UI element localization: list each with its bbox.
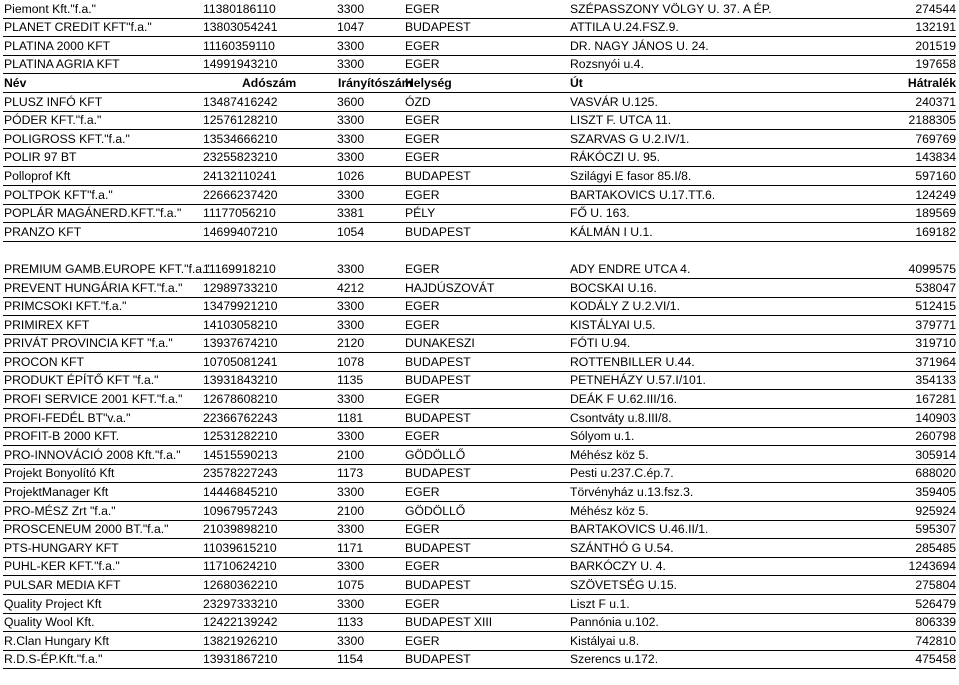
arrears-amount: 132191 xyxy=(915,20,956,35)
tax-number: 12680362210 xyxy=(203,578,278,592)
header-name: Név xyxy=(4,75,27,90)
arrears-amount: 124249 xyxy=(915,187,956,202)
arrears-amount: 169182 xyxy=(915,224,956,239)
company-name: PRIMIREX KFT xyxy=(4,317,90,332)
company-name: PLATINA AGRIA KFT xyxy=(4,57,120,72)
street-address: ATTILA U.24.FSZ.9. xyxy=(570,20,679,35)
city: EGER xyxy=(405,429,440,444)
company-name: PROFIT-B 2000 KFT. xyxy=(4,429,120,444)
arrears-amount: 512415 xyxy=(915,299,956,314)
postal-code: 3300 xyxy=(337,633,365,648)
company-name: Quality Wool Kft. xyxy=(4,615,95,630)
city: EGER xyxy=(405,596,440,611)
city: BUDAPEST xyxy=(405,652,471,667)
table-row xyxy=(3,595,956,614)
tax-number: 11177056210 xyxy=(203,206,276,221)
arrears-amount: 742810 xyxy=(915,633,956,648)
city: PÉLY xyxy=(405,206,436,221)
city: EGER xyxy=(405,522,440,537)
street-address: Törvényház u.13.fsz.3. xyxy=(570,485,694,500)
postal-code: 3300 xyxy=(337,485,365,500)
arrears-amount: 189569 xyxy=(915,206,956,221)
city: EGER xyxy=(405,113,440,128)
city: EGER xyxy=(405,131,440,146)
street-address: KÁLMÁN I U.1. xyxy=(570,224,653,239)
company-name: PULSAR MEDIA KFT xyxy=(4,578,121,592)
header-street: Út xyxy=(570,75,583,90)
arrears-amount: 260798 xyxy=(915,429,956,444)
company-name: PRODUKT ÉPÍTŐ KFT "f.a." xyxy=(4,373,159,388)
tax-number: 14991943210 xyxy=(203,57,278,72)
postal-code: 3300 xyxy=(337,38,365,53)
postal-code: 3300 xyxy=(337,187,365,202)
company-name: POLIR 97 BT xyxy=(4,150,77,165)
street-address: SZÖVETSÉG U.15. xyxy=(570,578,678,592)
table-row xyxy=(3,242,956,279)
company-name: POPLÁR MAGÁNERD.KFT."f.a." xyxy=(4,206,182,221)
city: EGER xyxy=(405,299,440,314)
street-address: SZARVAS G U.2.IV/1. xyxy=(570,131,690,146)
tax-number: 13931843210 xyxy=(203,373,278,388)
arrears-amount: 359405 xyxy=(915,485,956,500)
postal-code: 3300 xyxy=(337,392,365,407)
header-city: Helység xyxy=(405,75,452,90)
table-row xyxy=(3,0,956,19)
street-address: VASVÁR U.125. xyxy=(570,94,658,109)
tax-number: 23578227243 xyxy=(203,466,278,481)
tax-number: 23255823210 xyxy=(203,150,278,165)
tax-number: 13479921210 xyxy=(203,299,278,314)
table-row xyxy=(3,614,956,633)
tax-number: 10967957243 xyxy=(203,503,278,518)
postal-code: 1181 xyxy=(337,410,364,425)
postal-code: 2100 xyxy=(337,503,365,518)
table-row xyxy=(3,130,956,149)
arrears-amount: 379771 xyxy=(915,317,956,332)
tax-number: 13931867210 xyxy=(203,652,278,667)
street-address: Méhész köz 5. xyxy=(570,503,649,518)
city: EGER xyxy=(405,485,440,500)
table-row xyxy=(3,558,956,577)
arrears-amount: 240371 xyxy=(915,94,956,109)
city: BUDAPEST xyxy=(405,466,471,481)
table-row xyxy=(3,298,956,317)
tax-number: 12422139242 xyxy=(203,615,278,630)
table-row xyxy=(3,521,956,540)
city: BUDAPEST xyxy=(405,224,471,239)
table-row xyxy=(3,632,956,651)
street-address: ROTTENBILLER U.44. xyxy=(570,354,695,369)
street-address: KISTÁLYAI U.5. xyxy=(570,317,656,332)
postal-code: 1026 xyxy=(337,168,365,183)
postal-code: 3300 xyxy=(337,559,365,574)
postal-code: 3300 xyxy=(337,131,365,146)
street-address: BARKÓCZY U. 4. xyxy=(570,559,666,574)
company-name: PREVENT HUNGÁRIA KFT."f.a." xyxy=(4,280,183,295)
company-name: PLUSZ INFÓ KFT xyxy=(4,94,103,109)
city: BUDAPEST XIII xyxy=(405,615,493,630)
tax-number: 14103058210 xyxy=(203,317,278,332)
street-address: KODÁLY Z U.2.VI/1. xyxy=(570,299,680,314)
city: EGER xyxy=(405,57,440,72)
postal-code: 1047 xyxy=(337,20,365,35)
city: BUDAPEST xyxy=(405,354,471,369)
city: GÖDÖLLŐ xyxy=(405,503,466,518)
city: BUDAPEST xyxy=(405,578,471,592)
table-row xyxy=(3,316,956,335)
arrears-amount: 305914 xyxy=(915,447,956,462)
table-section-top xyxy=(3,0,956,74)
company-name: PUHL-KER KFT."f.a." xyxy=(4,559,120,574)
tax-number: 22366762243 xyxy=(203,410,278,425)
street-address: DEÁK F U.62.III/16. xyxy=(570,392,678,407)
arrears-amount: 526479 xyxy=(915,596,956,611)
postal-code: 1154 xyxy=(337,652,364,667)
table-row xyxy=(3,651,956,670)
postal-code: 1171 xyxy=(337,540,364,555)
city: EGER xyxy=(405,1,440,16)
tax-number: 11160359110 xyxy=(203,38,275,53)
street-address: BARTAKOVICS U.17.TT.6. xyxy=(570,187,716,202)
postal-code: 1054 xyxy=(337,224,365,239)
company-name: PRIVÁT PROVINCIA KFT "f.a." xyxy=(4,336,173,351)
postal-code: 3600 xyxy=(337,94,365,109)
city: EGER xyxy=(405,559,440,574)
tax-number: 11039615210 xyxy=(203,540,277,555)
postal-code: 3300 xyxy=(337,596,365,611)
tax-number: 13937674210 xyxy=(203,336,278,351)
city: BUDAPEST xyxy=(405,168,471,183)
arrears-amount: 4099575 xyxy=(908,261,956,276)
postal-code: 3300 xyxy=(337,299,365,314)
arrears-amount: 354133 xyxy=(915,373,956,388)
table-row xyxy=(3,37,956,56)
street-address: PETNEHÁZY U.57.I/101. xyxy=(570,373,706,388)
street-address: Pesti u.237.C.ép.7. xyxy=(570,466,674,481)
arrears-amount: 285485 xyxy=(915,540,956,555)
street-address: ADY ENDRE UTCA 4. xyxy=(570,261,691,276)
arrears-amount: 475458 xyxy=(915,652,956,667)
street-address: BARTAKOVICS U.46.II/1. xyxy=(570,522,709,537)
tax-number: 13821926210 xyxy=(203,633,278,648)
postal-code: 3300 xyxy=(337,113,365,128)
city: GÖDÖLLŐ xyxy=(405,447,466,462)
table-row xyxy=(3,576,956,595)
table-row xyxy=(3,428,956,447)
arrears-amount: 275804 xyxy=(915,578,956,592)
postal-code: 1133 xyxy=(337,615,364,630)
company-name: Polloprof Kft xyxy=(4,168,71,183)
table-row xyxy=(3,335,956,354)
postal-code: 2100 xyxy=(337,447,365,462)
city: EGER xyxy=(405,261,440,276)
arrears-amount: 143834 xyxy=(915,150,956,165)
street-address: SZÉPASSZONY VÖLGY U. 37. A ÉP. xyxy=(570,1,772,16)
postal-code: 1135 xyxy=(337,373,364,388)
arrears-amount: 769769 xyxy=(915,131,956,146)
company-name: Quality Project Kft xyxy=(4,596,102,611)
header-tax-number: Adószám xyxy=(242,75,297,90)
tax-number: 14699407210 xyxy=(203,224,278,239)
company-name: R.Clan Hungary Kft xyxy=(4,633,109,648)
table-row xyxy=(3,353,956,372)
debtor-table xyxy=(3,0,956,669)
arrears-amount: 806339 xyxy=(915,615,956,630)
tax-number: 10705081241 xyxy=(203,354,278,369)
street-address: SZÁNTHÓ G U.54. xyxy=(570,540,674,555)
street-address: FÓTI U.94. xyxy=(570,336,631,351)
city: EGER xyxy=(405,633,440,648)
table-section-middle xyxy=(3,93,956,242)
street-address: Kistályai u.8. xyxy=(570,633,640,648)
table-row xyxy=(3,539,956,558)
street-address: Rozsnyói u.4. xyxy=(570,57,644,72)
arrears-amount: 167281 xyxy=(915,392,956,407)
tax-number: 11710624210 xyxy=(203,559,277,574)
arrears-amount: 2188305 xyxy=(908,113,956,128)
postal-code: 3300 xyxy=(337,522,365,537)
city: BUDAPEST xyxy=(405,410,471,425)
postal-code: 3300 xyxy=(337,429,365,444)
postal-code: 3300 xyxy=(337,150,365,165)
company-name: ProjektManager Kft xyxy=(4,485,109,500)
company-name: PRO-INNOVÁCIÓ 2008 Kft."f.a." xyxy=(4,447,181,462)
company-name: POLIGROSS KFT."f.a." xyxy=(4,131,130,146)
arrears-amount: 197658 xyxy=(915,57,956,72)
city: EGER xyxy=(405,392,440,407)
postal-code: 1078 xyxy=(337,354,365,369)
company-name: PRO-MÉSZ Zrt "f.a." xyxy=(4,503,116,518)
street-address: LISZT F. UTCA 11. xyxy=(570,113,672,128)
company-name: PTS-HUNGARY KFT xyxy=(4,540,119,555)
company-name: PROFI SERVICE 2001 KFT."f.a." xyxy=(4,392,183,407)
table-row xyxy=(3,93,956,112)
postal-code: 4212 xyxy=(337,280,365,295)
company-name: PROCON KFT xyxy=(4,354,84,369)
company-name: PLATINA 2000 KFT xyxy=(4,38,111,53)
company-name: R.D.S-ÉP.Kft."f.a." xyxy=(4,652,103,667)
table-row xyxy=(3,56,956,75)
table-row xyxy=(3,112,956,131)
street-address: Sólyom u.1. xyxy=(570,429,635,444)
tax-number: 23297333210 xyxy=(203,596,278,611)
street-address: Méhész köz 5. xyxy=(570,447,649,462)
arrears-amount: 140903 xyxy=(915,410,956,425)
table-row xyxy=(3,409,956,428)
street-address: Szilágyi E fasor 85.I/8. xyxy=(570,168,692,183)
street-address: Csontváty u.8.III/8. xyxy=(570,410,672,425)
company-name: Piemont Kft."f.a." xyxy=(4,1,96,16)
company-name: PÓDER KFT."f.a." xyxy=(4,113,102,128)
table-row xyxy=(3,446,956,465)
arrears-amount: 925924 xyxy=(915,503,956,518)
postal-code: 3381 xyxy=(337,206,365,221)
arrears-amount: 274544 xyxy=(915,1,956,16)
city: ÓZD xyxy=(405,94,431,109)
arrears-amount: 595307 xyxy=(915,522,956,537)
tax-number: 13487416242 xyxy=(203,94,278,109)
arrears-amount: 538047 xyxy=(915,280,956,295)
header-arrears: Hátralék xyxy=(907,75,956,90)
postal-code: 1173 xyxy=(337,466,364,481)
city: HAJDÚSZOVÁT xyxy=(405,280,495,295)
tax-number: 12989733210 xyxy=(203,280,278,295)
table-row xyxy=(3,279,956,298)
table-row xyxy=(3,19,956,38)
postal-code: 3300 xyxy=(337,317,365,332)
arrears-amount: 319710 xyxy=(915,336,956,351)
tax-number: 11380186110 xyxy=(203,1,276,16)
company-name: PROFI-FEDÉL BT"v.a." xyxy=(4,410,131,425)
table-row xyxy=(3,186,956,205)
city: DUNAKESZI xyxy=(405,336,475,351)
tax-number: 22666237420 xyxy=(203,187,278,202)
company-name: PLANET CREDIT KFT"f.a." xyxy=(4,20,152,35)
city: BUDAPEST xyxy=(405,540,471,555)
tax-number: 24132110241 xyxy=(203,168,277,183)
arrears-amount: 597160 xyxy=(915,168,956,183)
company-name: PREMIUM GAMB.EUROPE KFT."f.a." xyxy=(4,261,210,276)
city: BUDAPEST xyxy=(405,20,471,35)
company-name: PRANZO KFT xyxy=(4,224,82,239)
table-row xyxy=(3,465,956,484)
company-name: Projekt Bonyolító Kft xyxy=(4,466,115,481)
table-row xyxy=(3,205,956,224)
arrears-amount: 371964 xyxy=(915,354,956,369)
city: EGER xyxy=(405,150,440,165)
header-postal-code: Irányítószám xyxy=(338,75,413,90)
postal-code: 1075 xyxy=(337,578,365,592)
table-header-row xyxy=(3,74,956,93)
table-row xyxy=(3,167,956,186)
company-name: PRIMCSOKI KFT."f.a." xyxy=(4,299,127,314)
tax-number: 14446845210 xyxy=(203,485,278,500)
company-name: POLTPOK KFT"f.a." xyxy=(4,187,113,202)
table-row xyxy=(3,372,956,391)
table-row xyxy=(3,149,956,168)
tax-number: 12576128210 xyxy=(203,113,278,128)
postal-code: 3300 xyxy=(337,1,365,16)
street-address: FŐ U. 163. xyxy=(570,206,630,221)
tax-number: 14515590213 xyxy=(203,447,278,462)
tax-number: 12531282210 xyxy=(203,429,278,444)
street-address: Pannónia u.102. xyxy=(570,615,659,630)
city: BUDAPEST xyxy=(405,373,471,388)
tax-number: 13803054241 xyxy=(203,20,278,35)
table-row xyxy=(3,483,956,502)
tax-number: 12678608210 xyxy=(203,392,278,407)
table-row xyxy=(3,223,956,242)
postal-code: 3300 xyxy=(337,57,365,72)
tax-number: 11169918210 xyxy=(203,261,276,276)
city: EGER xyxy=(405,187,440,202)
arrears-amount: 1243694 xyxy=(908,559,956,574)
city: EGER xyxy=(405,317,440,332)
street-address: Liszt F u.1. xyxy=(570,596,630,611)
table-row xyxy=(3,390,956,409)
street-address: RÁKÓCZI U. 95. xyxy=(570,150,661,165)
arrears-amount: 201519 xyxy=(915,38,956,53)
arrears-amount: 688020 xyxy=(915,466,956,481)
table-section-bottom xyxy=(3,242,956,670)
company-name: PROSCENEUM 2000 BT."f.a." xyxy=(4,522,169,537)
tax-number: 13534666210 xyxy=(203,131,278,146)
city: EGER xyxy=(405,38,440,53)
street-address: Szerencs u.172. xyxy=(570,652,659,667)
postal-code: 3300 xyxy=(337,261,365,276)
table-row xyxy=(3,502,956,521)
tax-number: 21039898210 xyxy=(203,522,278,537)
street-address: DR. NAGY JÁNOS U. 24. xyxy=(570,38,709,53)
postal-code: 2120 xyxy=(337,336,365,351)
street-address: BOCSKAI U.16. xyxy=(570,280,657,295)
